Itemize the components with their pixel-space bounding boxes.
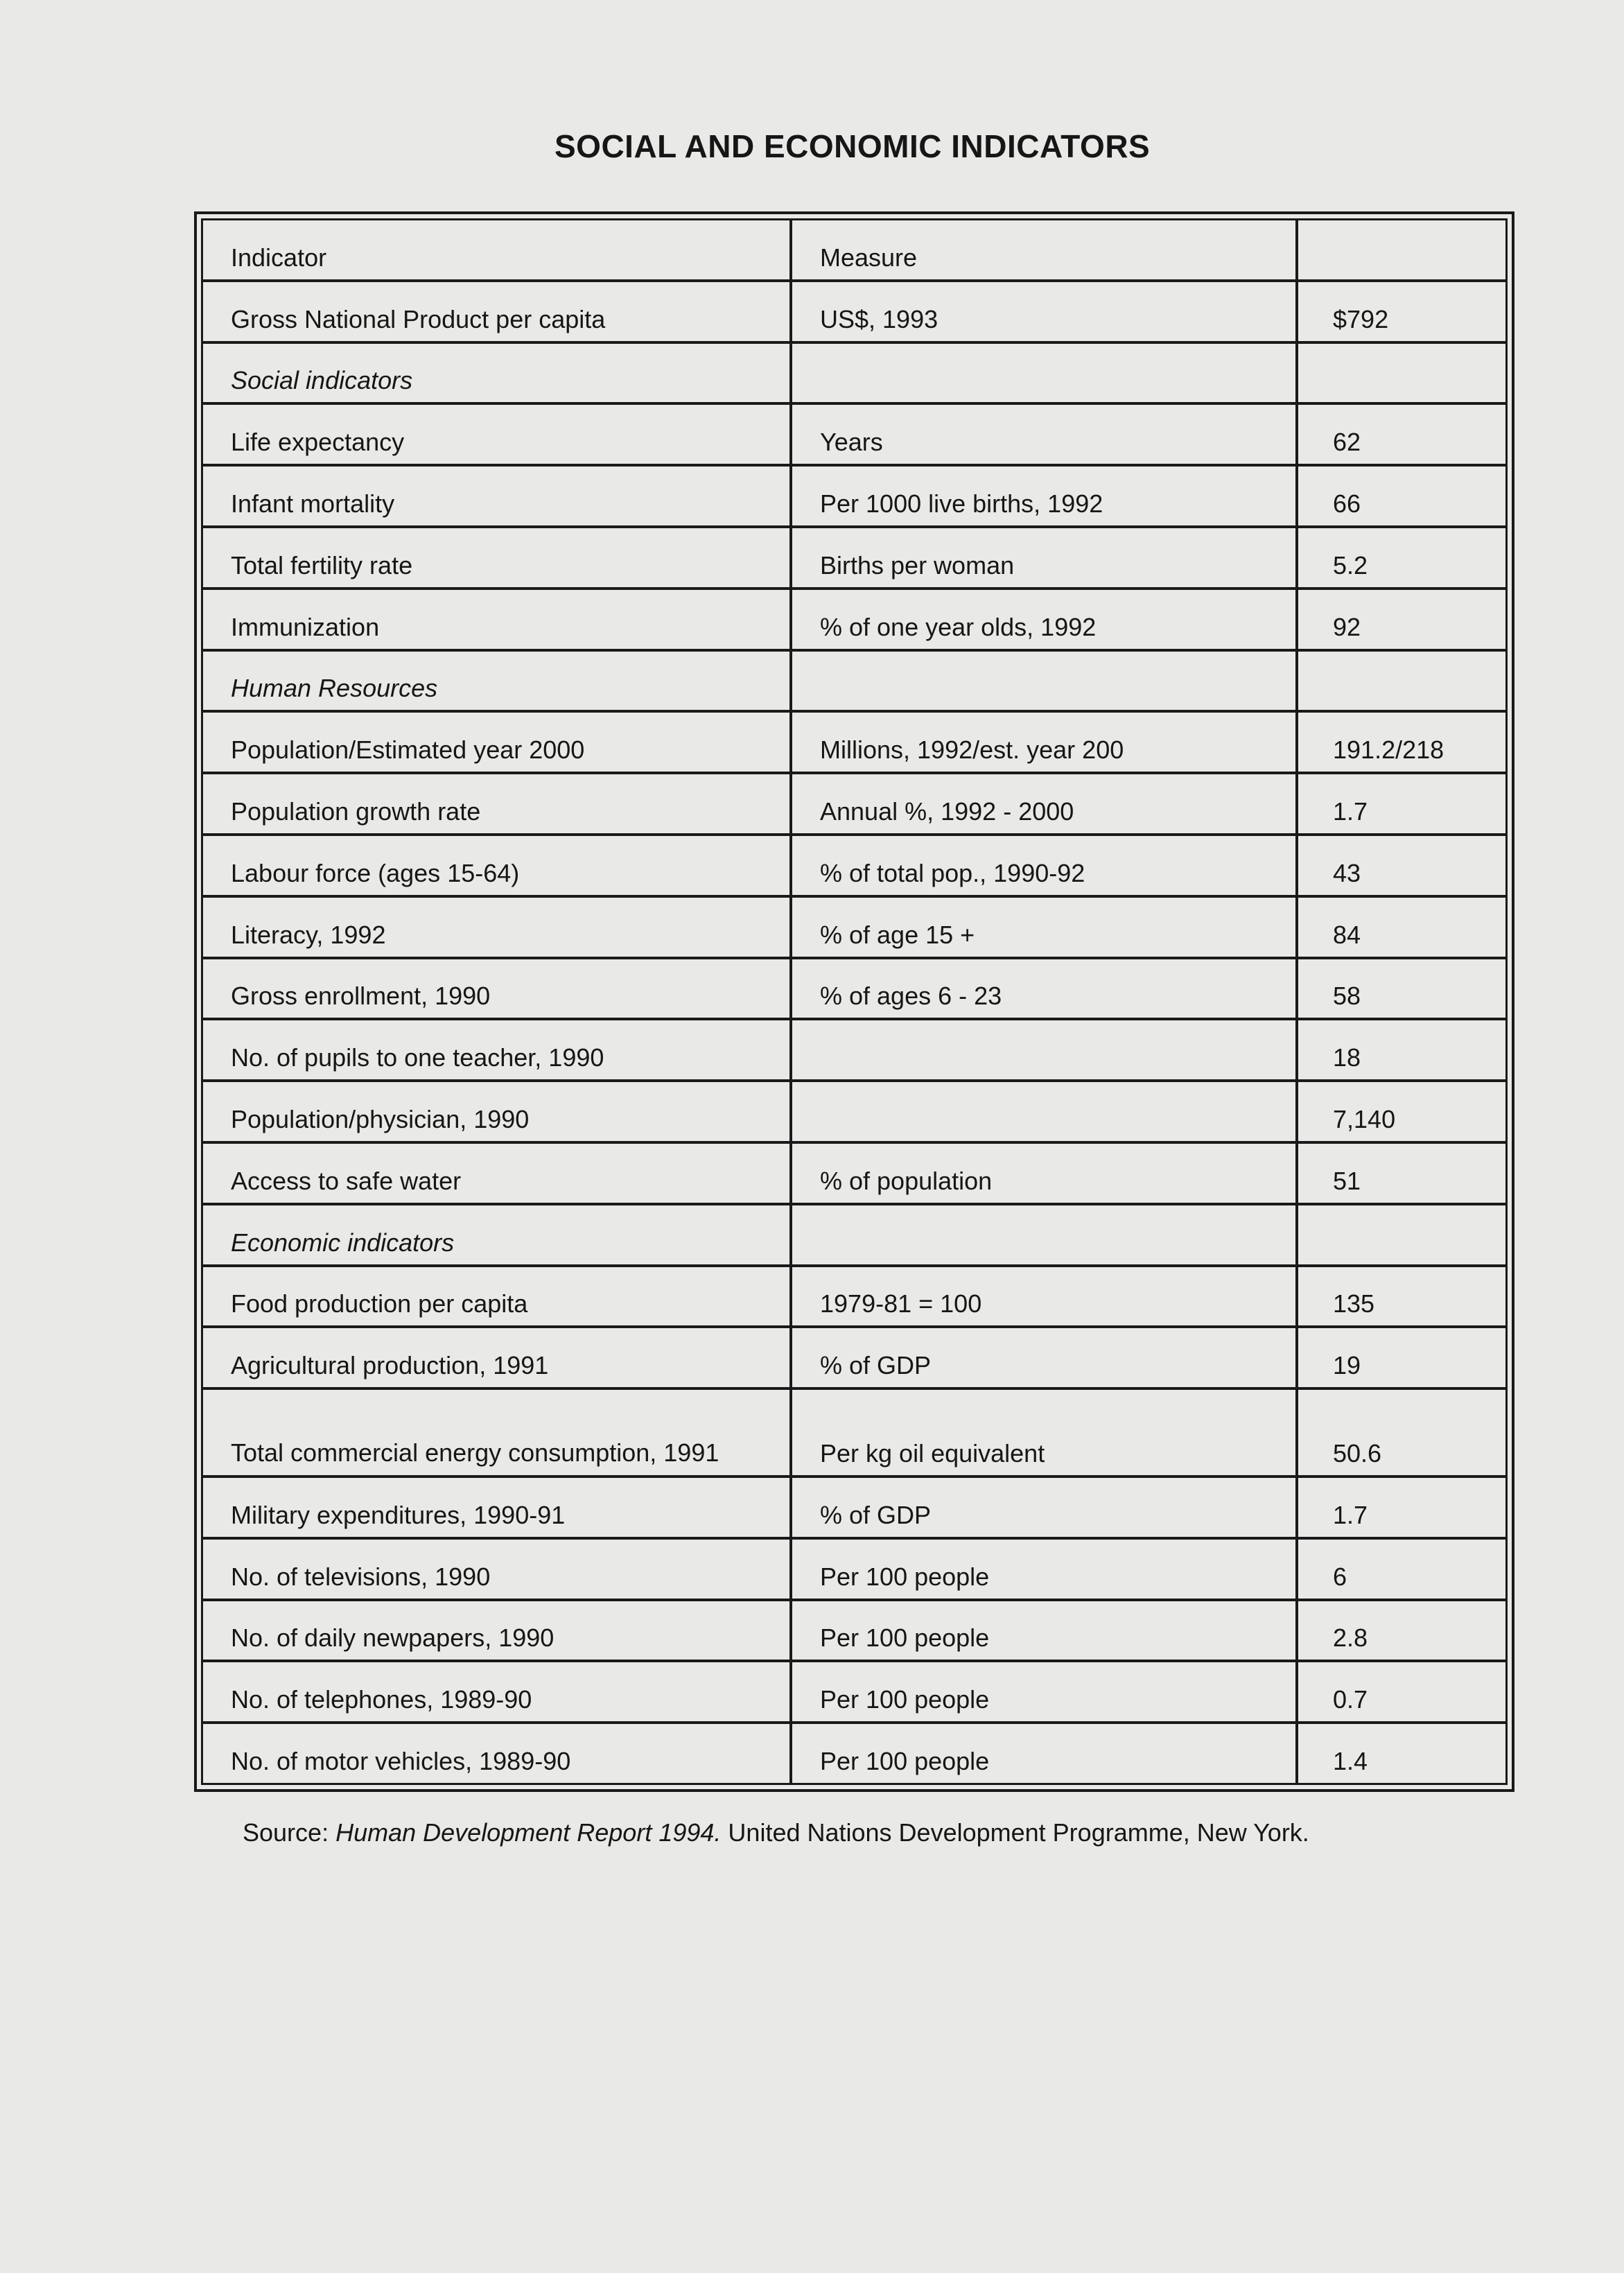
measure-cell: Per 100 people xyxy=(792,1540,1298,1599)
indicator-cell: Literacy, 1992 xyxy=(203,898,792,957)
header-indicator: Indicator xyxy=(203,220,792,279)
value-cell: 1.7 xyxy=(1333,1500,1368,1529)
header-measure: Measure xyxy=(792,220,1298,279)
table-row xyxy=(203,1328,1505,1390)
indicator-cell: No. of telephones, 1989-90 xyxy=(203,1662,792,1721)
indicator-cell: Agricultural production, 1991 xyxy=(203,1328,792,1387)
table-row xyxy=(203,1082,1505,1144)
value-cell: 58 xyxy=(1333,982,1361,1011)
section-row xyxy=(203,652,1505,713)
table-row xyxy=(203,1601,1505,1663)
value-cell: 43 xyxy=(1333,858,1361,887)
source-title: Human Development Report 1994. xyxy=(335,1818,722,1847)
measure-cell: 1979-81 = 100 xyxy=(792,1267,1298,1326)
table-row xyxy=(203,1540,1505,1601)
value-cell: 2.8 xyxy=(1333,1623,1368,1653)
indicator-cell: Infant mortality xyxy=(203,467,792,525)
measure-cell: % of one year olds, 1992 xyxy=(792,590,1298,649)
value-cell: 1.7 xyxy=(1333,796,1368,826)
indicator-cell: Gross enrollment, 1990 xyxy=(203,959,792,1018)
table-row xyxy=(203,898,1505,959)
value-cell: 50.6 xyxy=(1333,1439,1382,1468)
indicator-cell: No. of motor vehicles, 1989-90 xyxy=(203,1724,792,1783)
value-cell: 62 xyxy=(1333,428,1361,457)
value-cell xyxy=(1298,1205,1505,1264)
measure-cell xyxy=(792,1205,1298,1264)
indicator-cell: Gross National Product per capita xyxy=(203,282,792,341)
table-row xyxy=(203,1724,1505,1783)
table-row xyxy=(203,713,1505,774)
table-row xyxy=(203,1020,1505,1082)
value-cell: 51 xyxy=(1333,1166,1361,1195)
source-note xyxy=(243,1818,1309,1847)
indicator-cell: Food production per capita xyxy=(203,1267,792,1326)
table-row xyxy=(203,1267,1505,1329)
value-cell: 7,140 xyxy=(1333,1104,1396,1133)
measure-cell xyxy=(792,1082,1298,1141)
source-label: Source: xyxy=(243,1818,329,1847)
indicator-cell: Labour force (ages 15-64) xyxy=(203,836,792,895)
measure-cell: Per 100 people xyxy=(792,1662,1298,1721)
table-row xyxy=(203,405,1505,467)
indicator-cell: Life expectancy xyxy=(203,405,792,464)
page-title: SOCIAL AND ECONOMIC INDICATORS xyxy=(555,128,1151,164)
table-row xyxy=(203,282,1505,344)
header-value xyxy=(1298,220,1505,279)
table-row xyxy=(203,1390,1505,1478)
value-cell: 92 xyxy=(1333,612,1361,641)
measure-cell: % of ages 6 - 23 xyxy=(792,959,1298,1018)
measure-cell xyxy=(792,344,1298,403)
value-cell: 1.4 xyxy=(1333,1747,1368,1776)
table-row xyxy=(203,590,1505,652)
indicator-cell: Total commercial energy consumption, 1991 xyxy=(203,1390,792,1475)
measure-cell: Per 1000 live births, 1992 xyxy=(792,467,1298,525)
measure-cell: % of total pop., 1990-92 xyxy=(792,836,1298,895)
indicator-cell: No. of televisions, 1990 xyxy=(203,1540,792,1599)
indicator-cell: Social indicators xyxy=(203,344,792,403)
table-row xyxy=(203,467,1505,528)
value-cell: 84 xyxy=(1333,920,1361,949)
indicator-cell: Immunization xyxy=(203,590,792,649)
measure-cell: Annual %, 1992 - 2000 xyxy=(792,774,1298,833)
value-cell: 0.7 xyxy=(1333,1685,1368,1714)
value-cell: 19 xyxy=(1333,1351,1361,1380)
measure-cell xyxy=(792,1020,1298,1079)
indicators-table xyxy=(194,211,1514,1792)
table-row xyxy=(203,774,1505,836)
value-cell xyxy=(1298,344,1505,403)
table-row xyxy=(203,959,1505,1021)
value-cell: 18 xyxy=(1333,1043,1361,1072)
measure-cell: Millions, 1992/est. year 200 xyxy=(792,713,1298,772)
indicator-cell: Access to safe water xyxy=(203,1144,792,1203)
indicator-cell: Human Resources xyxy=(203,652,792,711)
measure-cell: % of age 15 + xyxy=(792,898,1298,957)
value-cell: 5.2 xyxy=(1333,550,1368,580)
table-row xyxy=(203,1144,1505,1205)
table-row xyxy=(203,1662,1505,1724)
indicator-cell: Military expenditures, 1990-91 xyxy=(203,1478,792,1537)
measure-cell: US$, 1993 xyxy=(792,282,1298,341)
measure-cell: % of GDP xyxy=(792,1328,1298,1387)
indicators-table-body xyxy=(201,218,1508,1785)
measure-cell xyxy=(792,652,1298,711)
value-cell: 6 xyxy=(1333,1562,1347,1591)
table-row xyxy=(203,836,1505,898)
section-row xyxy=(203,1205,1505,1267)
measure-cell: % of population xyxy=(792,1144,1298,1203)
indicator-cell: No. of daily newpapers, 1990 xyxy=(203,1601,792,1660)
measure-cell: Births per woman xyxy=(792,528,1298,587)
value-cell: 135 xyxy=(1333,1289,1375,1318)
indicator-cell: Population growth rate xyxy=(203,774,792,833)
value-cell xyxy=(1298,652,1505,711)
source-rest: United Nations Development Programme, New York. xyxy=(728,1818,1309,1847)
measure-cell: Per kg oil equivalent xyxy=(792,1390,1298,1475)
indicator-cell: Total fertility rate xyxy=(203,528,792,587)
section-row xyxy=(203,344,1505,406)
value-cell: 191.2/218 xyxy=(1333,735,1444,765)
measure-cell: Years xyxy=(792,405,1298,464)
indicator-cell: Economic indicators xyxy=(203,1205,792,1264)
table-header-row xyxy=(203,220,1505,282)
indicator-cell: Population/physician, 1990 xyxy=(203,1082,792,1141)
measure-cell: % of GDP xyxy=(792,1478,1298,1537)
table-row xyxy=(203,1478,1505,1540)
indicator-cell: No. of pupils to one teacher, 1990 xyxy=(203,1020,792,1079)
value-cell: 66 xyxy=(1333,489,1361,518)
measure-cell: Per 100 people xyxy=(792,1601,1298,1660)
measure-cell: Per 100 people xyxy=(792,1724,1298,1783)
value-cell: $792 xyxy=(1333,304,1389,333)
indicator-cell: Population/Estimated year 2000 xyxy=(203,713,792,772)
table-row xyxy=(203,528,1505,590)
